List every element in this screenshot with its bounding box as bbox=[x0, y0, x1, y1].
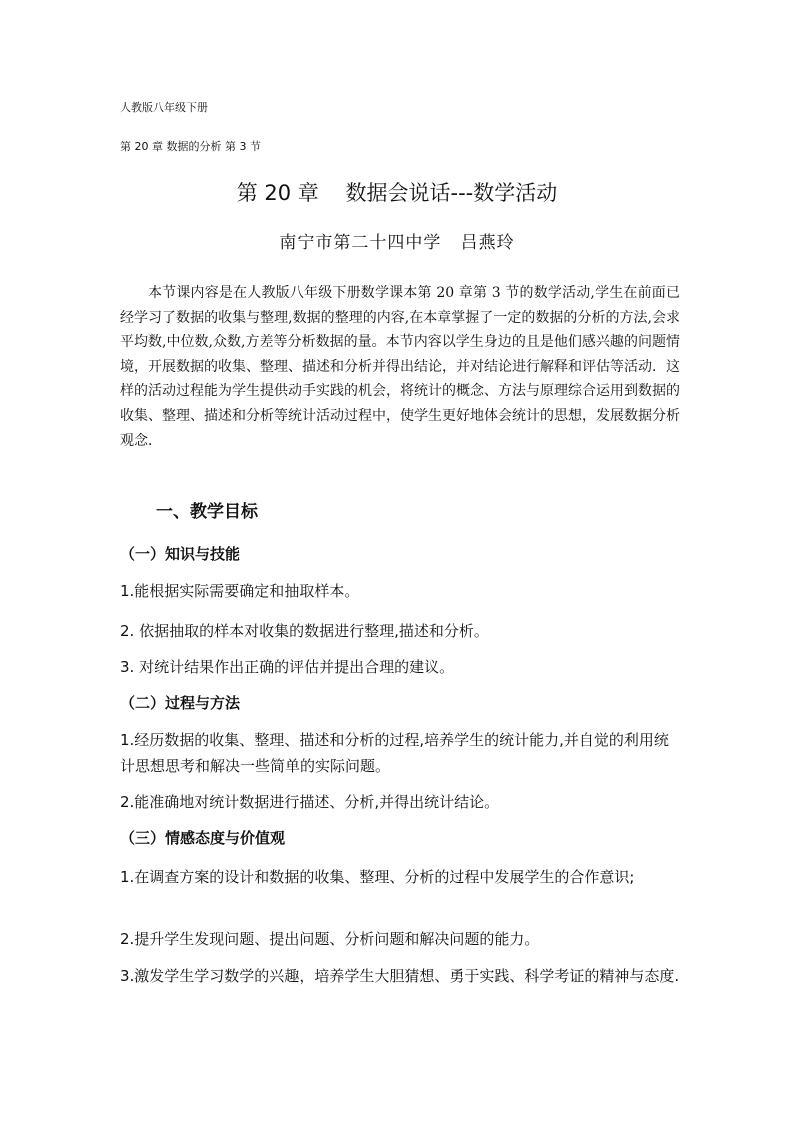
chapter-reference: 第 20 章 数据的分析 第 3 节 bbox=[120, 140, 261, 153]
author-line: 南宁市第二十四中学 吕燕玲 bbox=[279, 233, 515, 253]
intro-paragraph: 本节课内容是在人教版八年级下册数学课本第 20 章第 3 节的数学活动,学生在前面已经学习了数据的收集与整理,数据的整理的内容,在本章掌握了一定的数据的分析的方法,会求平均数,中位数,众数,方差等分析数据的量。本节内容以学生身边的且是他们感兴趣的问题情境，开展数据的收集、整理、描述和分析并得出结论，并对结论进行解释和评估等活动．这样的活动过程能为学生提供动手实践的机会，将统计的概念、方法与原理综合运用到数据的收集、整理、描述和分析等统计活动过程中，使学生更好地体会统计的思想，发展数据分析观念． bbox=[120, 285, 680, 449]
textbook-label: 人教版八年级下册 bbox=[120, 101, 208, 114]
document-title: 第 20 章 数据会说话---数学活动 bbox=[236, 181, 558, 205]
goal-item: 1.在调查方案的设计和数据的收集、整理、分析的过程中发展学生的合作意识; bbox=[120, 868, 635, 886]
goal-item: 3. 对统计结果作出正确的评估并提出合理的建议。 bbox=[120, 658, 455, 676]
goal-item: 2. 依据抽取的样本对收集的数据进行整理,描述和分析。 bbox=[120, 622, 489, 640]
goal-item: 1.经历数据的收集、整理、描述和分析的过程,培养学生的统计能力,并自觉的利用统计思想思考和解决一些简单的实际问题。 bbox=[120, 731, 669, 775]
goal-item: 2.能准确地对统计数据进行描述、分析,并得出统计结论。 bbox=[120, 793, 500, 811]
section-heading-teaching-goals: 一、教学目标 bbox=[156, 502, 258, 522]
goal-item: 3.激发学生学习数学的兴趣，培养学生大胆猜想、勇于实践、科学考证的精神与态度. bbox=[120, 967, 680, 985]
subheading-attitude-values: （三）情感态度与价值观 bbox=[120, 829, 286, 847]
subheading-process-method: （二）过程与方法 bbox=[120, 694, 241, 712]
goal-item: 2.提升学生发现问题、提出问题、分析问题和解决问题的能力。 bbox=[120, 930, 540, 948]
subheading-knowledge-skills: （一）知识与技能 bbox=[120, 545, 241, 563]
goal-item: 1.能根据实际需要确定和抽取样本。 bbox=[120, 582, 360, 600]
